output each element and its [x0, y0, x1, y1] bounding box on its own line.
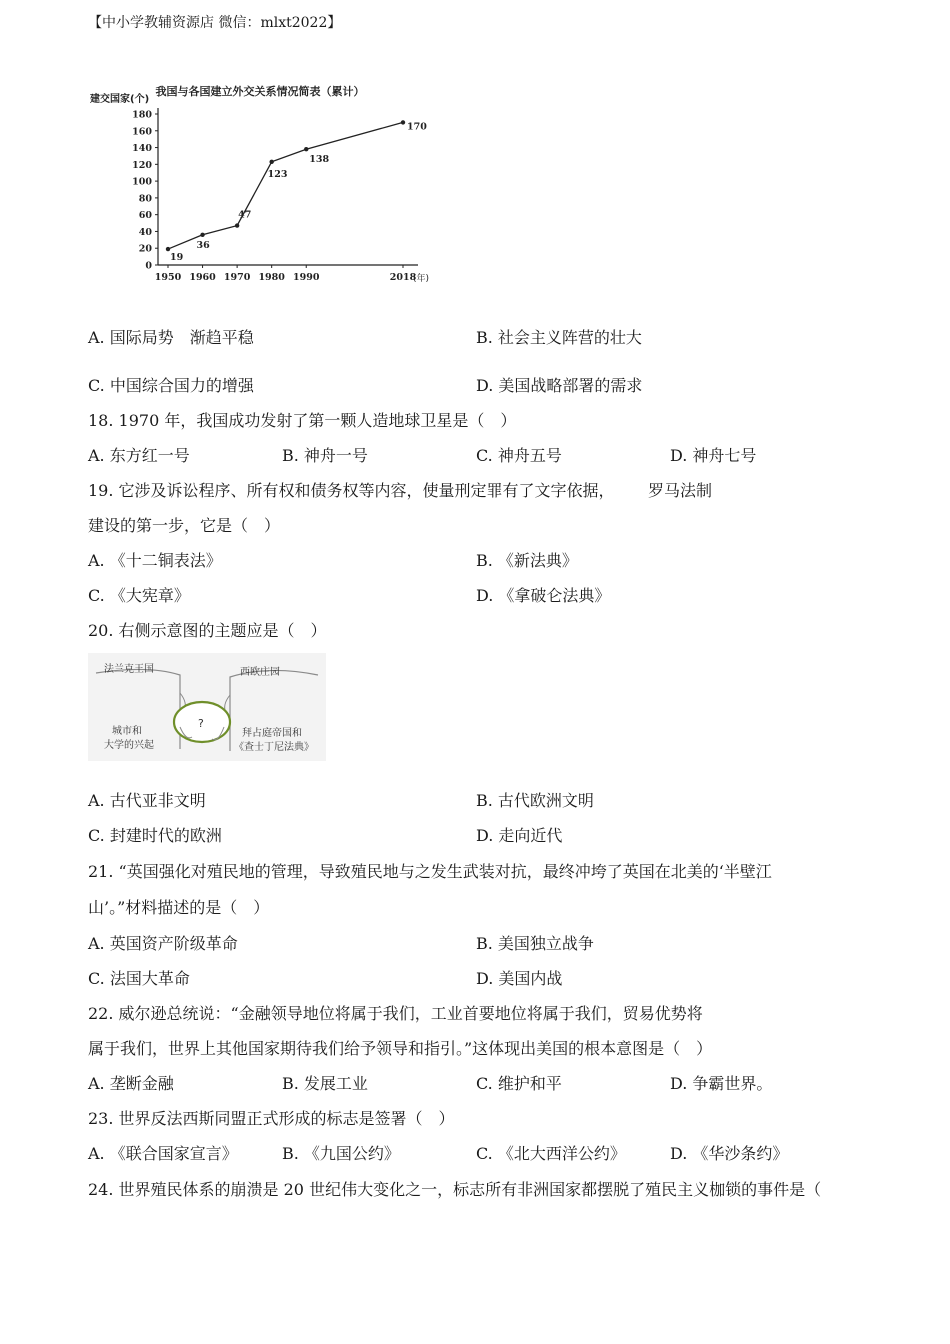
chart-y-tick-label: 80: [138, 193, 152, 205]
chart-data-label: 36: [196, 239, 210, 251]
diagram-label-question-mark: ?: [198, 717, 204, 730]
chart-data-point: [235, 223, 239, 227]
diagram-label-cities-2: 大学的兴起: [104, 740, 154, 751]
q20-option-c[interactable]: C. 封建时代的欧洲: [88, 826, 222, 845]
chart-data-label: 138: [309, 154, 330, 166]
chart-y-tick-label: 120: [132, 159, 152, 171]
chart-x-tick-label: 2018: [389, 272, 417, 283]
diagram-label-byzantine-2: 《查士丁尼法典》: [234, 742, 314, 753]
q23-option-c[interactable]: C. 《北大西洋公约》: [476, 1144, 626, 1163]
chart-data-label: 47: [238, 209, 252, 221]
q18-option-b[interactable]: B. 神舟一号: [282, 446, 368, 465]
chart-y-tick-label: 100: [132, 176, 152, 188]
chart-x-axis-unit: (年): [413, 274, 430, 284]
q22-option-a[interactable]: A. 垄断金融: [88, 1074, 174, 1093]
q20-option-b[interactable]: B. 古代欧洲文明: [476, 791, 594, 810]
q20-option-a[interactable]: A. 古代亚非文明: [88, 791, 206, 810]
q19-option-a[interactable]: A. 《十二铜表法》: [88, 551, 222, 570]
q20-option-d[interactable]: D. 走向近代: [476, 826, 563, 845]
chart-data-label: 123: [267, 168, 288, 180]
diagram-label-frankish-kingdom: 法兰克王国: [104, 664, 154, 675]
chart-data-point: [166, 247, 170, 251]
chart-x-tick-label: 1970: [223, 272, 251, 283]
medieval-europe-diagram: [88, 653, 326, 761]
q17-option-d[interactable]: D. 美国战略部署的需求: [476, 376, 643, 395]
chart-y-axis-label: 建交国家(个): [90, 94, 150, 105]
chart-x-tick-label: 1960: [189, 272, 216, 283]
q19-option-c[interactable]: C. 《大宪章》: [88, 586, 190, 605]
q23-option-b[interactable]: B. 《九国公约》: [282, 1144, 400, 1163]
chart-data-point: [200, 233, 204, 237]
q24-stem: 24. 世界殖民体系的崩溃是 20 世纪伟大变化之一，标志所有非洲国家都摆脱了殖民主义枷锁的事件是（: [88, 1180, 822, 1199]
diagram-label-cities-1: 城市和: [112, 726, 142, 737]
q22-stem-line1: 22. 威尔逊总统说：“金融领导地位将属于我们，工业首要地位将属于我们，贸易优势将: [88, 1004, 703, 1023]
q17-option-a[interactable]: A. 国际局势 渐趋平稳: [88, 328, 254, 347]
chart-data-point: [304, 147, 308, 151]
q18-option-a[interactable]: A. 东方红一号: [88, 446, 190, 465]
chart-y-tick-label: 140: [132, 143, 152, 155]
q22-option-d[interactable]: D. 争霸世界。: [670, 1074, 773, 1093]
q17-option-b[interactable]: B. 社会主义阵营的壮大: [476, 328, 642, 347]
chart-y-tick-label: 60: [138, 210, 152, 222]
chart-y-tick-label: 0: [145, 260, 152, 272]
q21-option-d[interactable]: D. 美国内战: [476, 969, 563, 988]
q19-option-d[interactable]: D. 《拿破仑法典》: [476, 586, 611, 605]
chart-y-tick-label: 160: [132, 126, 152, 138]
chart-data-label: 170: [407, 121, 427, 133]
q23-option-a[interactable]: A. 《联合国家宣言》: [88, 1144, 238, 1163]
q19-stem-line1: 19. 它涉及诉讼程序、所有权和债务权等内容，使量刑定罪有了文字依据，: [88, 481, 615, 500]
q21-stem-line1: 21. “英国强化对殖民地的管理，导致殖民地与之发生武装对抗，最终冲垮了英国在北美的‘半壁江: [88, 862, 772, 881]
chart-y-tick-label: 40: [138, 226, 152, 238]
q23-stem: 23. 世界反法西斯同盟正式形成的标志是签署（ ）: [88, 1109, 455, 1128]
q21-option-a[interactable]: A. 英国资产阶级革命: [88, 934, 238, 953]
chart-title: 我国与各国建立外交关系情况简表（累计）: [155, 85, 365, 98]
diagram-label-manor: 西欧庄园: [240, 667, 280, 678]
chart-x-tick-label: 1950: [154, 272, 182, 283]
q21-option-b[interactable]: B. 美国独立战争: [476, 934, 594, 953]
diplomatic-relations-chart: [88, 78, 440, 290]
chart-data-label: 19: [170, 252, 184, 264]
q19-stem-line2: 建设的第一步，它是（ ）: [88, 516, 281, 535]
q22-option-b[interactable]: B. 发展工业: [282, 1074, 368, 1093]
q20-stem: 20. 右侧示意图的主题应是（ ）: [88, 621, 327, 640]
page-header: 【中小学教辅资源店 微信：mlxt2022】: [88, 15, 342, 31]
chart-y-tick-label: 20: [138, 243, 152, 255]
diagram-label-byzantine-1: 拜占庭帝国和: [242, 728, 302, 739]
q19-option-b[interactable]: B. 《新法典》: [476, 551, 578, 570]
line-chart: [88, 78, 440, 290]
q23-option-d[interactable]: D. 《华沙条约》: [670, 1144, 789, 1163]
q22-option-c[interactable]: C. 维护和平: [476, 1074, 562, 1093]
chart-series-line: [168, 122, 403, 249]
q18-stem: 18. 1970 年，我国成功发射了第一颗人造地球卫星是（ ）: [88, 411, 517, 430]
chart-x-tick-label: 1990: [293, 272, 320, 283]
q19-stem-gap-text: 罗马法制: [648, 481, 713, 500]
q17-option-c[interactable]: C. 中国综合国力的增强: [88, 376, 254, 395]
q18-option-d[interactable]: D. 神舟七号: [670, 446, 757, 465]
chart-y-tick-label: 180: [132, 109, 152, 121]
chart-x-tick-label: 1980: [258, 272, 285, 283]
q18-option-c[interactable]: C. 神舟五号: [476, 446, 562, 465]
chart-data-point: [269, 160, 273, 164]
q21-option-c[interactable]: C. 法国大革命: [88, 969, 190, 988]
q21-stem-line2: 山’。”材料描述的是（ ）: [88, 898, 270, 917]
chart-data-point: [401, 120, 405, 124]
q22-stem-line2: 属于我们，世界上其他国家期待我们给予领导和指引。”这体现出美国的根本意图是（ ）: [88, 1039, 713, 1058]
